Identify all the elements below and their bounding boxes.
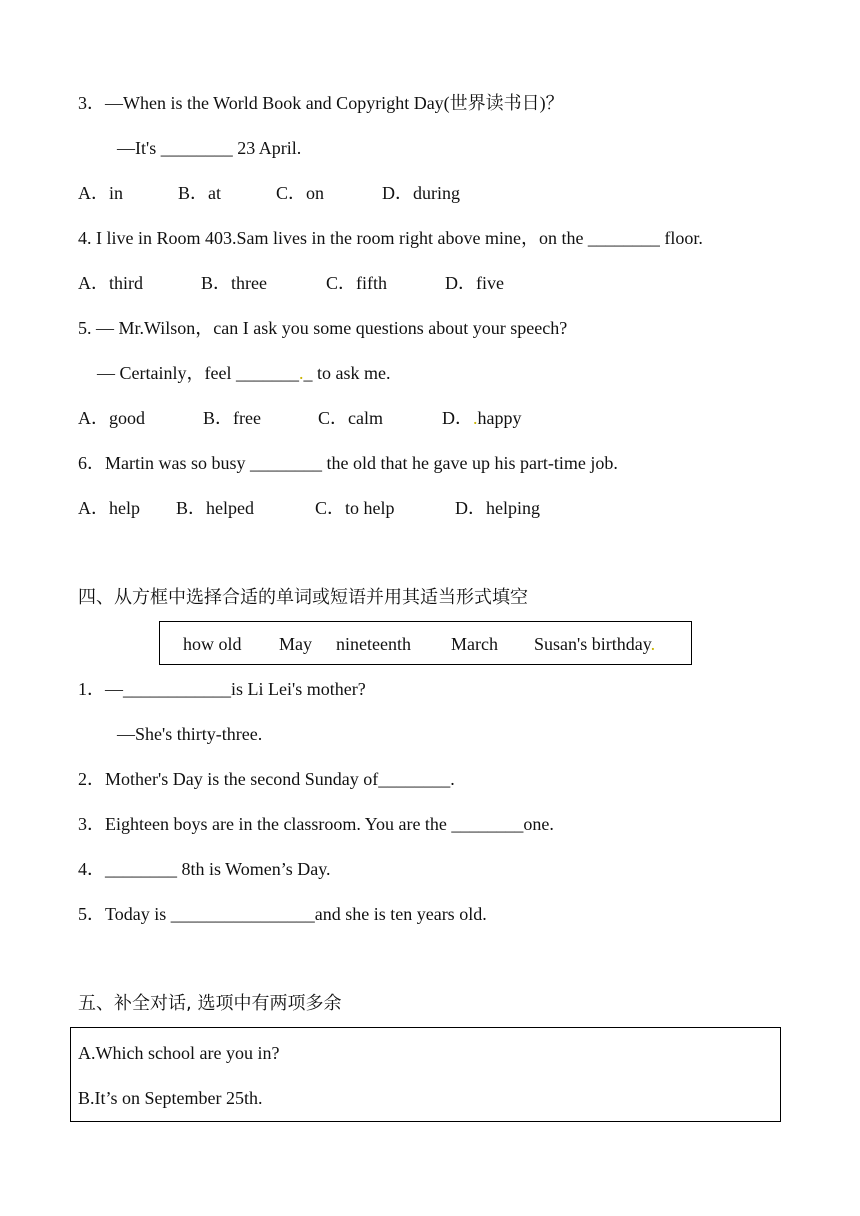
- q5-option-a: A．good: [78, 408, 145, 428]
- q5-option-d-text: happy: [477, 408, 522, 428]
- question-5: 5. — Mr.Wilson，can I ask you some questions about your speech?: [78, 318, 568, 338]
- q3-option-a: A．in: [78, 183, 123, 203]
- q4-option-a: A．third: [78, 273, 143, 293]
- word-bank-mark: .: [650, 634, 656, 654]
- question-4: 4. I live in Room 403.Sam lives in the room right above mine，on the ________ floor.: [78, 228, 703, 248]
- question-5-answer: [97, 362, 390, 384]
- s4-question-1: 1．—____________is Li Lei's mother?: [78, 679, 366, 699]
- q5-option-b: B．free: [203, 408, 261, 428]
- word-bank-item-last: [534, 633, 655, 655]
- section-4-heading: 四、从方框中选择合适的单词或短语并用其适当形式填空: [78, 587, 528, 608]
- word-bank-item: May: [279, 634, 312, 654]
- q5-option-d-mark: .: [473, 408, 478, 428]
- q5-answer-post: _ to ask me.: [303, 363, 391, 383]
- s4-question-1-answer: —She's thirty-three.: [117, 724, 263, 744]
- word-bank-box: [159, 621, 692, 665]
- q3-option-b: B．at: [178, 183, 221, 203]
- question-3-answer: —It's ________ 23 April.: [117, 138, 302, 158]
- word-bank-item: how old: [183, 634, 242, 654]
- q4-option-d: D．five: [445, 273, 504, 293]
- section-5-heading: 五、补全对话, 选项中有两项多余: [78, 993, 342, 1014]
- q4-option-c: C．fifth: [326, 273, 387, 293]
- q6-option-d: D．helping: [455, 498, 540, 518]
- q5-option-c: C．calm: [318, 408, 383, 428]
- question-3: 3．—When is the World Book and Copyright Day(世界读书日)？: [78, 93, 564, 113]
- q5-answer-pre: — Certainly，feel _______: [97, 363, 299, 383]
- s4-question-2: 2．Mother's Day is the second Sunday of________.: [78, 769, 455, 789]
- q5-answer-mark: .: [298, 363, 304, 383]
- word-bank-item: March: [451, 634, 498, 654]
- dialogue-option-b: B.It’s on September 25th.: [78, 1088, 263, 1108]
- q4-option-b: B．three: [201, 273, 267, 293]
- q6-option-c: C．to help: [315, 498, 395, 518]
- q5-option-d-prefix: D．: [442, 408, 473, 428]
- q6-option-b: B．helped: [176, 498, 254, 518]
- q3-option-c: C．on: [276, 183, 325, 203]
- q3-option-d: D．during: [382, 183, 460, 203]
- question-6: 6．Martin was so busy ________ the old that he gave up his part-time job.: [78, 453, 618, 473]
- dialogue-options-box: [70, 1027, 781, 1122]
- s4-question-5: 5．Today is ________________and she is ten years old.: [78, 904, 487, 924]
- word-bank-item: nineteenth: [336, 634, 411, 654]
- q5-option-d: [442, 407, 522, 429]
- dialogue-option-a: A.Which school are you in?: [78, 1043, 280, 1063]
- word-bank-item: Susan's birthday: [534, 634, 651, 654]
- s4-question-3: 3．Eighteen boys are in the classroom. You are the ________one.: [78, 814, 554, 834]
- s4-question-4: 4．________ 8th is Women’s Day.: [78, 859, 331, 879]
- q6-option-a: A．help: [78, 498, 140, 518]
